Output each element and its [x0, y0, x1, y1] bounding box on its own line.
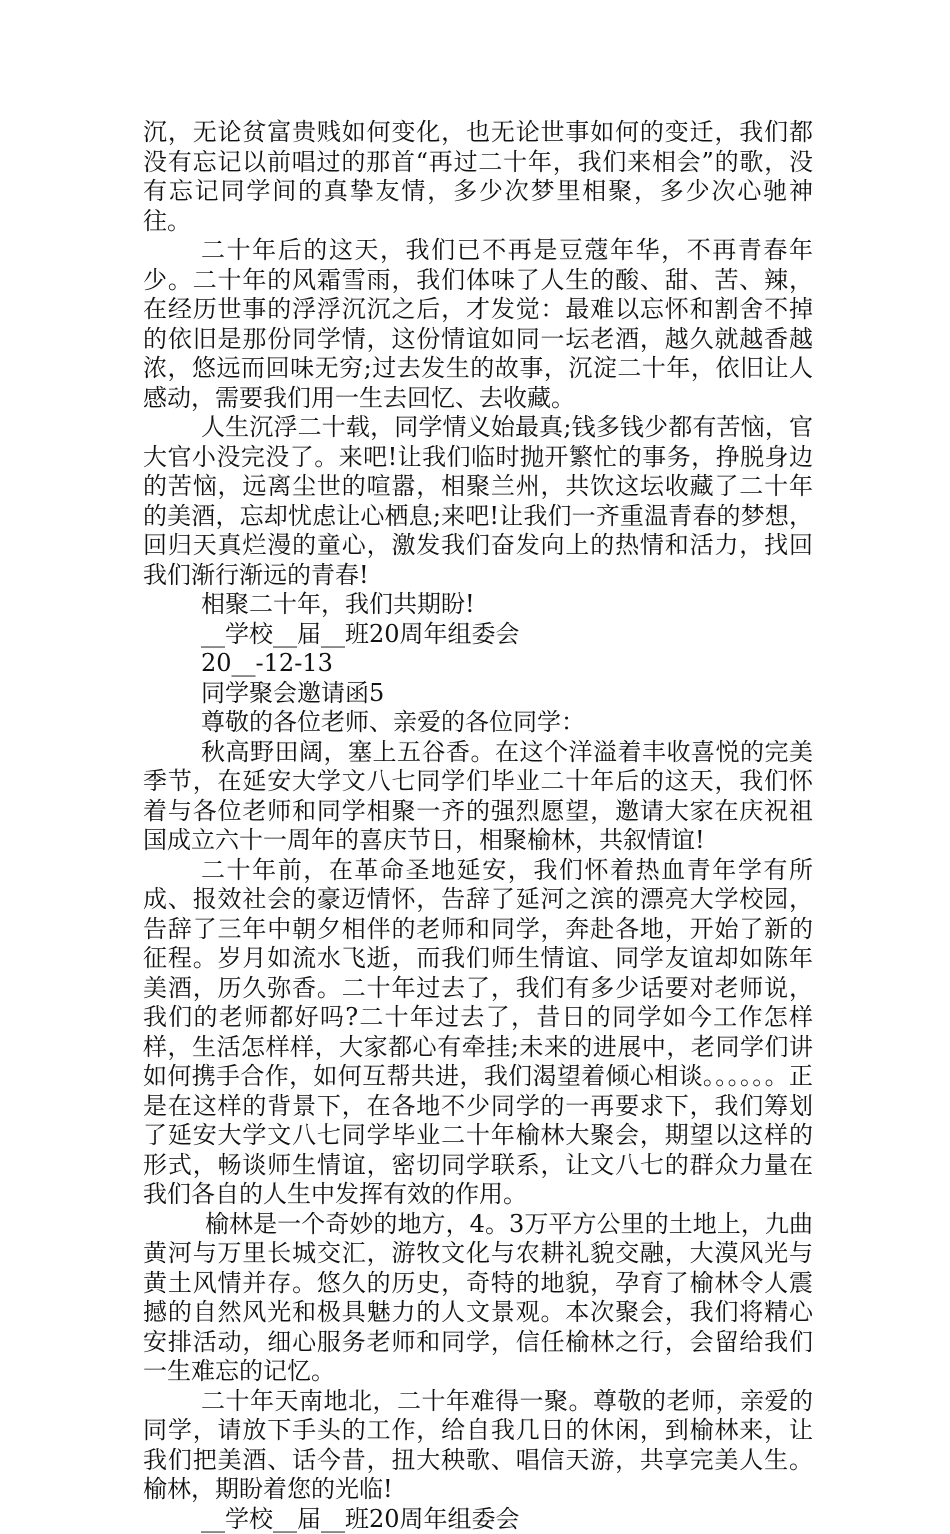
signature-committee-final: __学校__届__班20周年组委会 [143, 1505, 813, 1534]
signature-date: 20__-12-13 [143, 649, 813, 679]
document-body [143, 118, 813, 1534]
paragraph-continued-memory: 沉，无论贫富贵贱如何变化，也无论世事如何的变迁，我们都没有忘记以前唱过的那首“再过二十年，我们来相会”的歌，没有忘记同学间的真挚友情，多少次梦里相聚，多少次心驰神往。 [143, 118, 813, 236]
paragraph-autumn-harvest: 秋高野田阔，塞上五谷香。在这个洋溢着丰收喜悦的完美季节，在延安大学文八七同学们毕业二十年后的这天，我们怀着与各位老师和同学相聚一齐的强烈愿望，邀请大家在庆祝祖国成立六十一周年的喜庆节日，相聚榆林，共叙情谊! [143, 738, 813, 856]
paragraph-yulin: 榆林是一个奇妙的地方，4。3万平方公里的土地上，九曲黄河与万里长城交汇，游牧文化与农耕礼貌交融，大漠风光与黄土风情并存。悠久的历史，奇特的地貌，孕育了榆林令人震撼的自然风光和极具魅力的人文景观。本次聚会，我们将精心安排活动，细心服务老师和同学，信任榆林之行，会留给我们一生难忘的记忆。 [143, 1210, 813, 1387]
paragraph-invitation: 二十年天南地北，二十年难得一聚。尊敬的老师，亲爱的同学，请放下手头的工作，给自我几日的休闲，到榆林来，让我们把美酒、话今昔，扭大秧歌、唱信天游，共享完美人生。榆林，期盼着您的光临! [143, 1387, 813, 1505]
section-title: 同学聚会邀请函5 [143, 679, 813, 709]
signature-committee: __学校__届__班20周年组委会 [143, 620, 813, 650]
closing-line: 相聚二十年，我们共期盼! [143, 590, 813, 620]
paragraph-twenty-years-later: 二十年后的这天，我们已不再是豆蔻年华，不再青春年少。二十年的风霜雪雨，我们体味了人生的酸、甜、苦、辣，在经历世事的浮浮沉沉之后，才发觉：最难以忘怀和割舍不掉的依旧是那份同学情，这份情谊如同一坛老酒，越久就越香越浓，悠远而回味无穷;过去发生的故事，沉淀二十年，依旧让人感动，需要我们用一生去回忆、去收藏。 [143, 236, 813, 413]
paragraph-life-ups-downs: 人生沉浮二十载，同学情义始最真;钱多钱少都有苦恼，官大官小没完没了。来吧!让我们临时抛开繁忙的事务，挣脱身边的苦恼，远离尘世的喧嚣，相聚兰州，共饮这坛收藏了二十年的美酒，忘却忧虑让心栖息;来吧!让我们一齐重温青春的梦想，回归天真烂漫的童心，激发我们奋发向上的热情和活力，找回我们渐行渐远的青春! [143, 413, 813, 590]
salutation: 尊敬的各位老师、亲爱的各位同学： [143, 708, 813, 738]
paragraph-twenty-years-ago: 二十年前，在革命圣地延安，我们怀着热血青年学有所成、报效社会的豪迈情怀，告辞了延河之滨的漂亮大学校园，告辞了三年中朝夕相伴的老师和同学，奔赴各地，开始了新的征程。岁月如流水飞逝，而我们师生情谊、同学友谊却如陈年美酒，历久弥香。二十年过去了，我们有多少话要对老师说，我们的老师都好吗?二十年过去了，昔日的同学如今工作怎样样，生活怎样样，大家都心有牵挂;未来的进展中，老同学们讲如何携手合作，如何互帮共进，我们渴望着倾心相谈。。。。。。正是在这样的背景下，在各地不少同学的一再要求下，我们筹划了延安大学文八七同学毕业二十年榆林大聚会，期望以这样的形式，畅谈师生情谊，密切同学联系，让文八七的群众力量在我们各自的人生中发挥有效的作用。 [143, 856, 813, 1210]
